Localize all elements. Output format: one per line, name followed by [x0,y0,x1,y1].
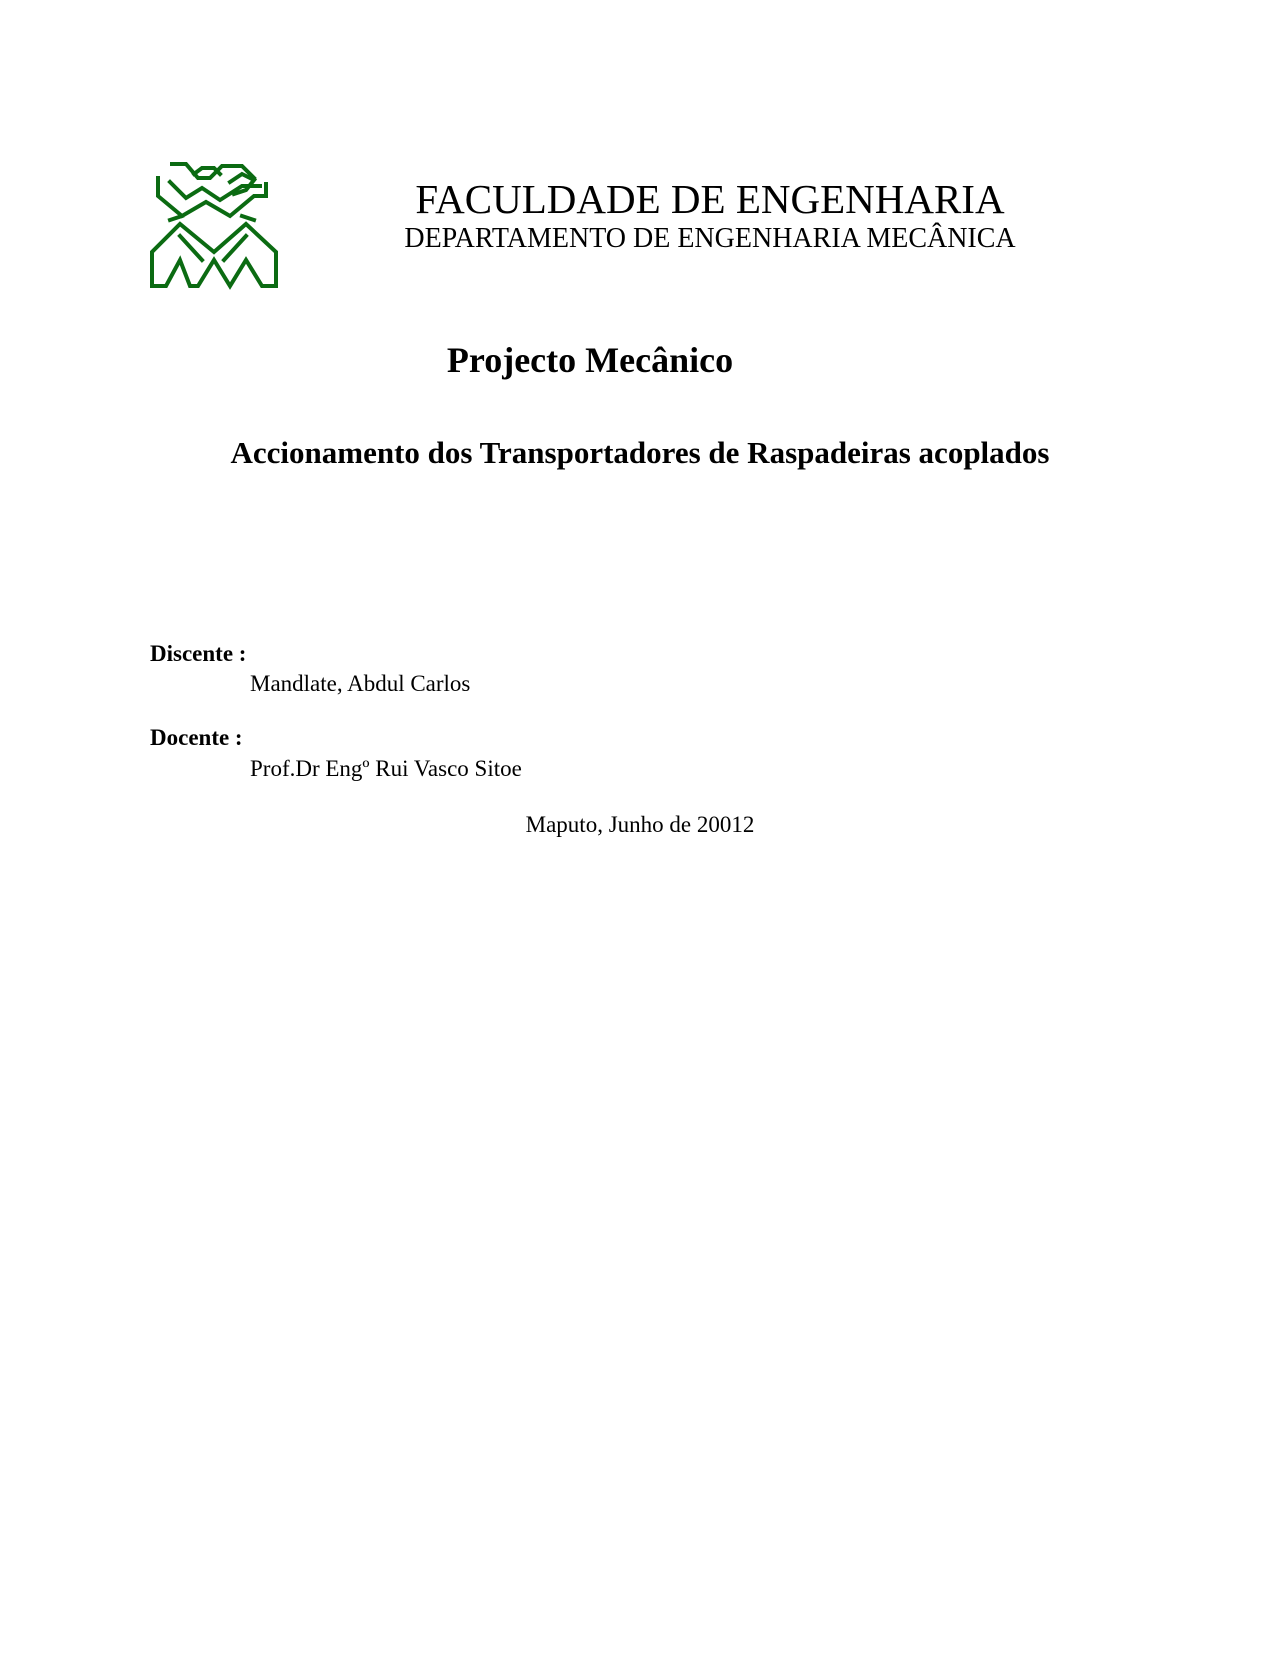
university-logo-icon [150,160,282,290]
project-title: Accionamento dos Transportadores de Raspadeiras acoplados [230,435,1050,470]
student-label: Discente : [150,641,247,666]
faculty-name: FACULDADE DE ENGENHARIA [415,176,1005,222]
place-date: Maputo, Junho de 20012 [525,812,755,837]
teacher-label: Docente : [150,725,243,750]
student-name: Mandlate, Abdul Carlos [250,671,471,696]
department-name: DEPARTAMENTO DE ENGENHARIA MECÂNICA [404,223,1016,254]
teacher-name: Prof.Dr Engº Rui Vasco Sitoe [250,756,522,781]
subject-title: Projecto Mecânico [446,340,734,380]
